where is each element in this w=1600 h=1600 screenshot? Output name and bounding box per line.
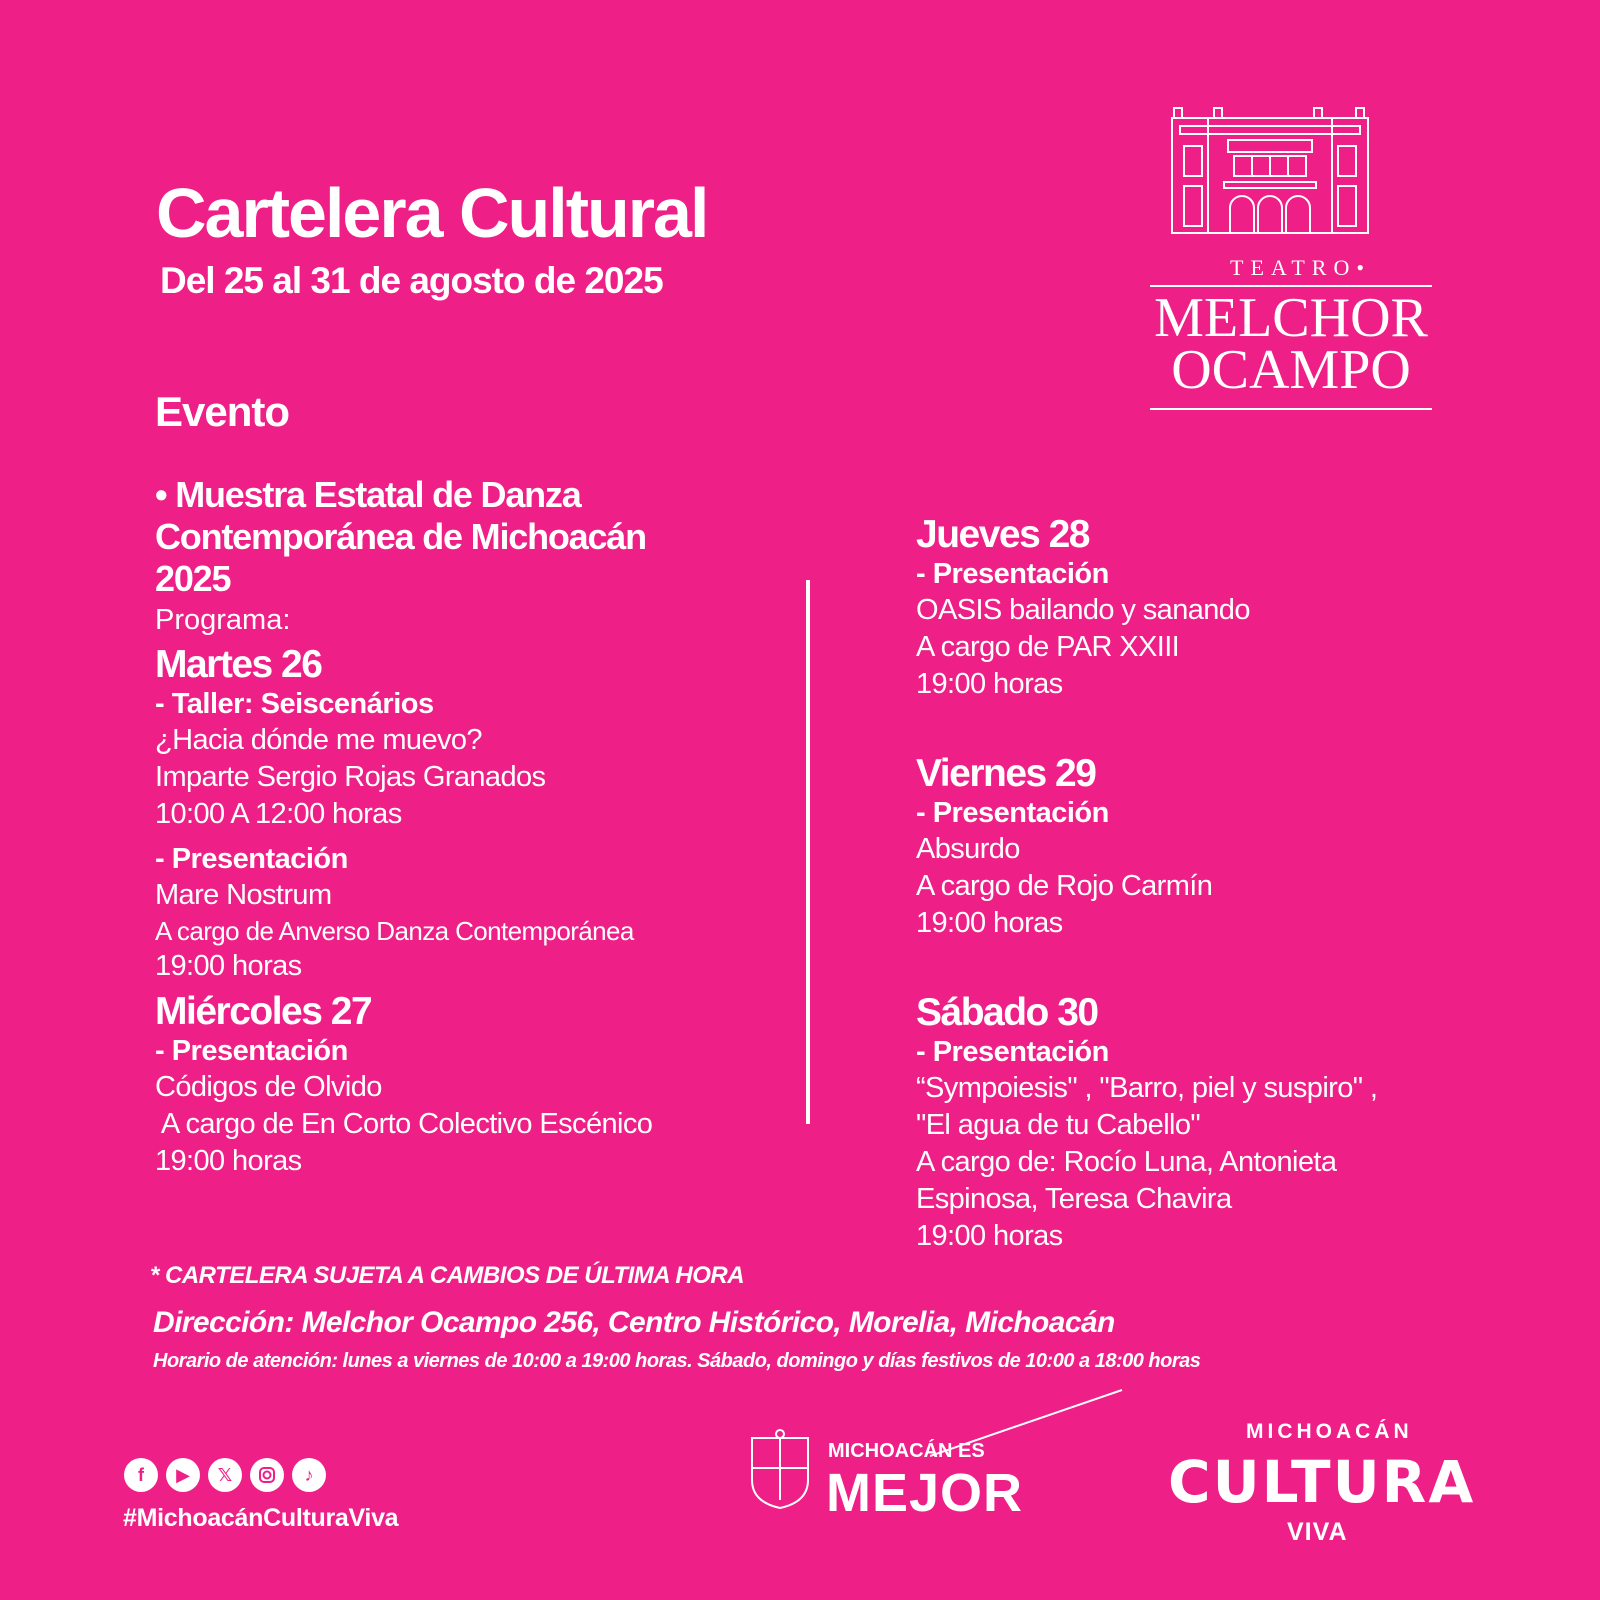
day-heading: Martes 26: [155, 643, 322, 686]
social-icons: [124, 1458, 326, 1492]
detail-line: “Sympoiesis" , "Barro, piel y suspiro" ,: [916, 1072, 1378, 1104]
detail-line: A cargo de Rojo Carmín: [916, 870, 1213, 902]
right-column: [916, 514, 1556, 1255]
detail-line: 10:00 A 12:00 horas: [155, 798, 402, 830]
event-title-line: Contemporánea de Michoacán: [155, 516, 646, 557]
michoacan-es-text: MICHOACÁN ES: [828, 1440, 985, 1462]
detail-line: A cargo de: Rocío Luna, Antonieta: [916, 1146, 1337, 1178]
detail-line: Códigos de Olvido: [155, 1071, 382, 1103]
mejor-text: MEJOR: [826, 1463, 1024, 1523]
x-icon[interactable]: 𝕏: [208, 1458, 242, 1492]
detail-line: Mare Nostrum: [155, 879, 332, 911]
activity-type: - Presentación: [155, 843, 348, 875]
detail-line: Absurdo: [916, 833, 1020, 865]
detail-line: A cargo de En Corto Colectivo Escénico: [155, 1108, 653, 1140]
spacer: [916, 942, 1556, 992]
detail-line: A cargo de PAR XXIII: [916, 631, 1180, 663]
detail-line: "El agua de tu Cabello": [916, 1109, 1201, 1141]
cultura-text: CULTURA: [1168, 1448, 1476, 1516]
logo-melchor: MELCHOR: [1154, 287, 1428, 349]
teatro-word: TEATRO•: [1230, 255, 1372, 280]
coat-of-arms-icon: [748, 1428, 812, 1510]
viva-text: VIVA: [1287, 1518, 1348, 1546]
day-heading: Miércoles 27: [155, 990, 372, 1033]
activity-type: - Presentación: [155, 1035, 348, 1067]
day-heading: Sábado 30: [916, 991, 1098, 1034]
tiktok-icon[interactable]: ♪: [292, 1458, 326, 1492]
detail-line: Imparte Sergio Rojas Granados: [155, 761, 546, 793]
schedule-notice: * CARTELERA SUJETA A CAMBIOS DE ÚLTIMA HORA: [150, 1262, 745, 1289]
event-title-line: • Muestra Estatal de Danza: [155, 474, 581, 515]
michoacan-text: MICHOACÁN: [1246, 1420, 1413, 1443]
column-divider: [806, 580, 810, 1124]
logo-ocampo: OCAMPO: [1171, 339, 1411, 401]
detail-line: 19:00 horas: [916, 1220, 1063, 1252]
detail-line: 19:00 horas: [155, 950, 302, 982]
detail-line: OASIS bailando y sanando: [916, 594, 1250, 626]
opening-hours: Horario de atención: lunes a viernes de 10:00 a 19:00 horas. Sábado, domingo y días festivos de 10:00 a 18:00 horas: [153, 1350, 1201, 1372]
detail-line: 19:00 horas: [155, 1145, 302, 1177]
detail-line: 19:00 horas: [916, 668, 1063, 700]
page-title: Cartelera Cultural: [156, 174, 708, 252]
programa-label: Programa:: [155, 604, 291, 636]
detail-line: Espinosa, Teresa Chavira: [916, 1183, 1232, 1215]
date-range: Del 25 al 31 de agosto de 2025: [160, 260, 663, 301]
activity-type: - Taller: Seiscenários: [155, 688, 434, 720]
left-column: [155, 474, 755, 1180]
theater-building-icon: [1168, 100, 1378, 240]
event-title-line: 2025: [155, 558, 231, 599]
address: Dirección: Melchor Ocampo 256, Centro Histórico, Morelia, Michoacán: [153, 1306, 1115, 1339]
cable-car-icon: [930, 1388, 1130, 1458]
youtube-icon[interactable]: ▶: [166, 1458, 200, 1492]
activity-type: - Presentación: [916, 1036, 1109, 1068]
day-heading: Viernes 29: [916, 752, 1096, 795]
detail-line: 19:00 horas: [916, 907, 1063, 939]
detail-line: ¿Hacia dónde me muevo?: [155, 724, 482, 756]
logo-rule-bottom: [1150, 408, 1432, 410]
facebook-icon[interactable]: f: [124, 1458, 158, 1492]
activity-type: - Presentación: [916, 797, 1109, 829]
spacer: [916, 703, 1556, 753]
spacer: [155, 833, 755, 841]
instagram-icon[interactable]: [250, 1458, 284, 1492]
hashtag: #MichoacánCulturaViva: [123, 1504, 399, 1532]
section-heading: Evento: [155, 388, 290, 435]
activity-type: - Presentación: [916, 558, 1109, 590]
detail-line: A cargo de Anverso Danza Contemporánea: [155, 916, 634, 946]
day-heading: Jueves 28: [916, 513, 1089, 556]
